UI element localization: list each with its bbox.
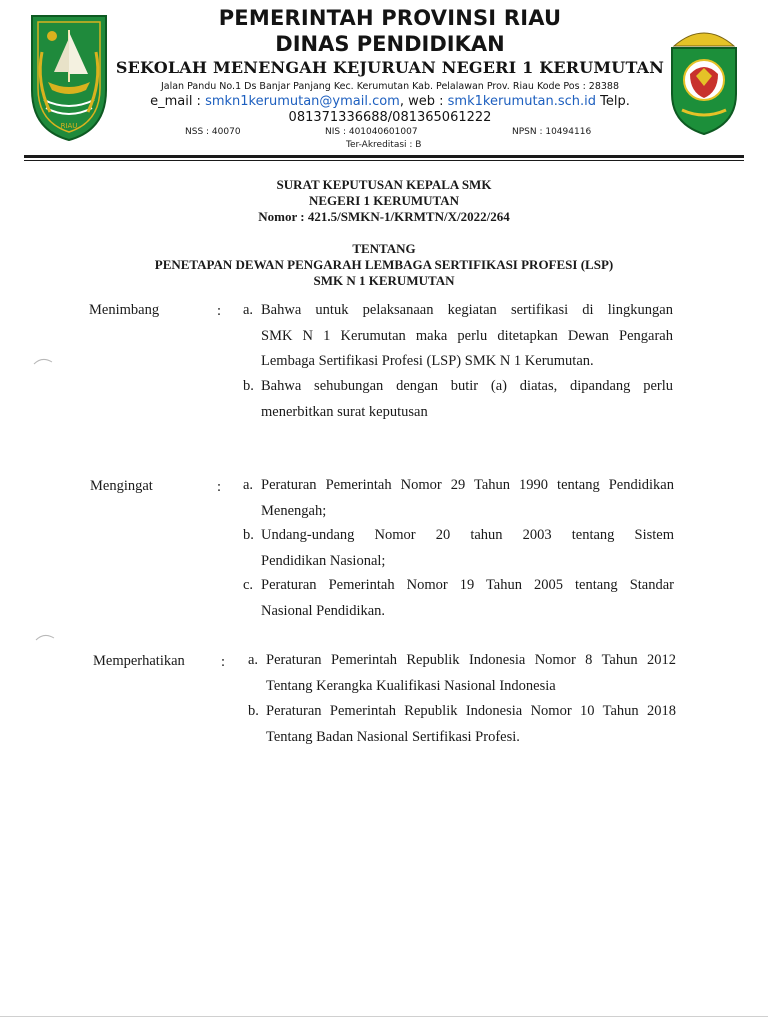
- decree-subject-school: SMK N 1 KERUMUTAN: [313, 273, 455, 288]
- decree-subject: PENETAPAN DEWAN PENGARAH LEMBAGA SERTIFIKASI PROFESI (LSP): [154, 257, 614, 272]
- web-label: , web :: [399, 94, 448, 109]
- list-item: [248, 648, 676, 699]
- logo-riau-text: RIAU: [60, 122, 78, 130]
- npsn-number: NPSN : 10494116: [512, 127, 592, 137]
- list-line: Peraturan Pemerintah Republik Indonesia Nomor 8 Tahun 2012: [266, 652, 676, 668]
- page-edge-line: [0, 1016, 768, 1017]
- list-item: [243, 523, 674, 574]
- web-link[interactable]: smk1kerumutan.sch.id: [447, 94, 597, 109]
- list-line: Bahwa sehubungan dengan butir (a) diatas, dipandang perlu: [261, 378, 673, 394]
- school-emblem-icon: [664, 16, 744, 136]
- letterhead-divider-thick: [24, 155, 744, 158]
- list-line: Peraturan Pemerintah Republik Indonesia Nomor 10 Tahun 2018: [266, 703, 676, 719]
- letterhead-school-name: SEKOLAH MENENGAH KEJURUAN NEGERI 1 KERUMUTAN: [115, 58, 665, 77]
- letterhead-phones: 081371336688/081365061222: [288, 110, 492, 125]
- riau-province-emblem-icon: [28, 12, 110, 142]
- nis-number: NIS : 401040601007: [325, 127, 418, 137]
- list-line: SMK N 1 Kerumutan maka perlu ditetapkan Dewan Pengarah: [261, 327, 673, 344]
- section-colon: :: [217, 479, 222, 495]
- list-line: Peraturan Pemerintah Nomor 19 Tahun 2005 tentang Standar: [261, 577, 674, 593]
- section-colon: :: [221, 654, 226, 670]
- decree-school: NEGERI 1 KERUMUTAN: [309, 193, 459, 208]
- list-line: menerbitkan surat keputusan: [261, 403, 428, 420]
- list-line: Undang-undang Nomor 20 tahun 2003 tentang Sistem: [261, 527, 674, 543]
- decree-number: Nomor : 421.5/SMKN-1/KRMTN/X/2022/264: [258, 209, 510, 224]
- list-line: Nasional Pendidikan.: [261, 602, 386, 619]
- letterhead-government: PEMERINTAH PROVINSI RIAU: [218, 6, 562, 30]
- section-label-mengingat: Mengingat: [90, 478, 153, 494]
- list-marker: a.: [248, 652, 259, 668]
- nss-number: NSS : 40070: [185, 127, 241, 137]
- email-label: e_mail :: [150, 94, 206, 109]
- list-item: [243, 298, 673, 375]
- telp-label: Telp.: [596, 94, 630, 109]
- decree-about: TENTANG: [352, 241, 416, 256]
- section-label-memperhatikan: Memperhatikan: [93, 653, 185, 669]
- accreditation: Ter-Akreditasi : B: [346, 140, 422, 150]
- margin-mark-icon: [32, 354, 54, 368]
- section-colon: :: [217, 303, 222, 319]
- list-line: Menengah;: [261, 502, 327, 519]
- list-marker: b.: [248, 703, 259, 719]
- list-line: Lembaga Sertifikasi Profesi (LSP) SMK N 1 Kerumutan.: [261, 353, 594, 369]
- letterhead-contact: [120, 94, 660, 109]
- decree-title: SURAT KEPUTUSAN KEPALA SMK: [276, 177, 492, 192]
- list-marker: a.: [243, 302, 254, 318]
- list-marker: a.: [243, 477, 254, 493]
- list-line: Bahwa untuk pelaksanaan kegiatan sertifikasi di lingkungan: [261, 302, 673, 318]
- list-item: [248, 699, 676, 750]
- list-marker: b.: [243, 378, 254, 394]
- section-label-menimbang: Menimbang: [89, 302, 160, 318]
- list-marker: b.: [243, 527, 254, 543]
- margin-mark-icon: [34, 630, 56, 644]
- list-line: Tentang Badan Nasional Sertifikasi Profesi.: [266, 728, 520, 745]
- list-item: [243, 573, 674, 624]
- list-line: Pendidikan Nasional;: [261, 552, 386, 569]
- list-line: Peraturan Pemerintah Nomor 29 Tahun 1990 tentang Pendidikan: [261, 477, 674, 493]
- list-item: [243, 473, 674, 524]
- letterhead-address: Jalan Pandu No.1 Ds Banjar Panjang Kec. Kerumutan Kab. Pelalawan Prov. Riau Kode Pos : 28388: [160, 81, 620, 92]
- list-marker: c.: [243, 577, 254, 593]
- letterhead-agency: DINAS PENDIDIKAN: [275, 32, 505, 56]
- letterhead-divider-thin: [24, 160, 744, 161]
- email-link[interactable]: smkn1kerumutan@ymail.com: [205, 94, 400, 109]
- list-line: Tentang Kerangka Kualifikasi Nasional Indonesia: [266, 677, 556, 694]
- list-item: [243, 374, 673, 425]
